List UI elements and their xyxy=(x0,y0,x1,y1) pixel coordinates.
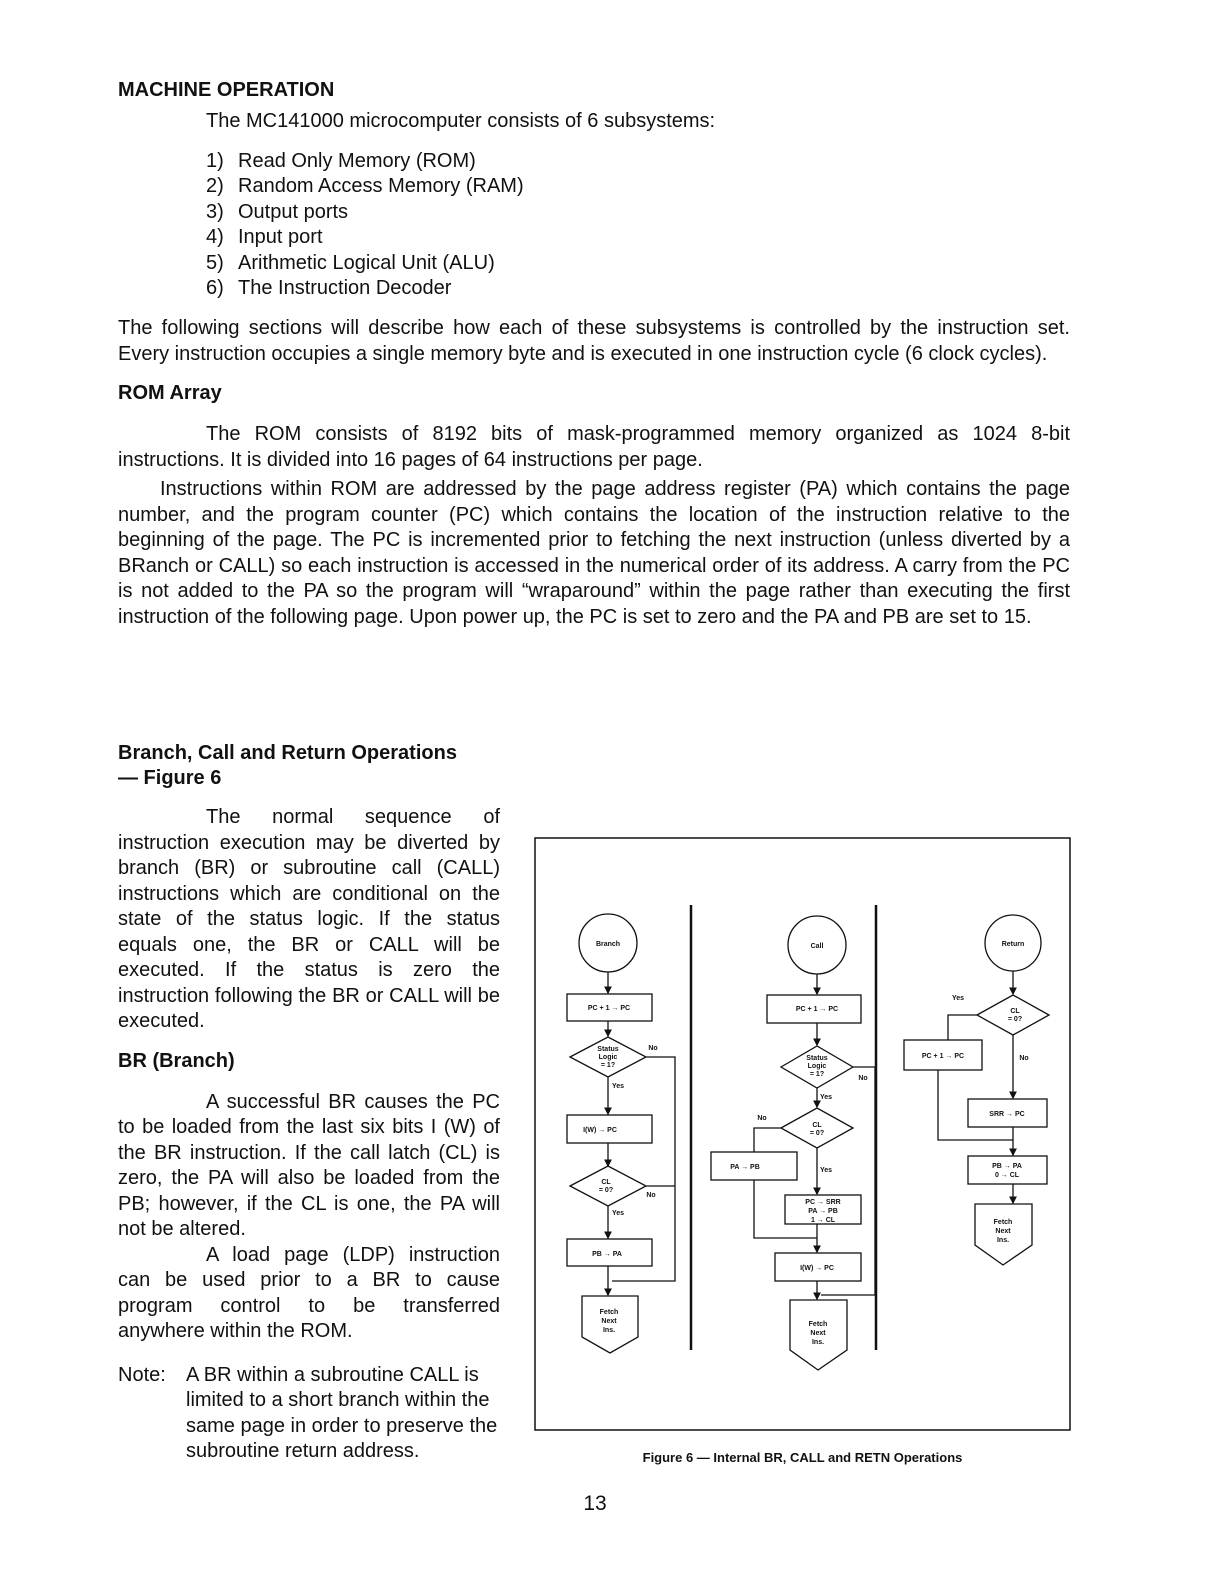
branch-cl-decision: CL xyxy=(601,1179,611,1186)
return-cl-decision-line: = 0? xyxy=(1007,1016,1023,1023)
branch-start: Branch xyxy=(595,941,621,948)
rom-heading: ROM Array xyxy=(118,382,222,405)
call-save-box-line: PA → PB xyxy=(808,1208,838,1215)
branch-yes-label-2: Yes xyxy=(611,1210,625,1217)
note-label: Note: xyxy=(118,1363,166,1386)
item-number: 2) xyxy=(206,175,224,198)
call-papb-box: PA → PB xyxy=(730,1164,760,1171)
item-text: Arithmetic Logical Unit (ALU) xyxy=(238,251,495,274)
branch-pbpa-box: PB → PA xyxy=(592,1251,622,1258)
return-cl-decision: CL xyxy=(1010,1008,1020,1015)
item-text: Read Only Memory (ROM) xyxy=(238,149,476,172)
item-text: Input port xyxy=(238,226,323,249)
branch-status-decision-line: Logic xyxy=(598,1054,618,1061)
call-fetch: Fetch xyxy=(808,1321,828,1328)
branch-no-label: No xyxy=(648,1045,658,1052)
item-text: Random Access Memory (RAM) xyxy=(238,175,524,198)
return-no-label: No xyxy=(1019,1055,1029,1062)
item-number: 1) xyxy=(206,149,224,172)
branch-status-decision: Status xyxy=(597,1046,619,1053)
branch-load-box: I(W) → PC xyxy=(583,1127,617,1134)
call-inc-box: PC + 1 → PC xyxy=(795,1006,839,1013)
branch-no-label-2: No xyxy=(646,1192,656,1199)
sections-paragraph: The following sections will describe how each of these subsystems is controlled by the instruction set. Every instruction occupies a single memory byte and is executed in one instruction cycle (6 clock cycles). xyxy=(118,317,1070,365)
call-yes-label-2: Yes xyxy=(819,1167,833,1174)
return-yes-label: Yes xyxy=(951,995,965,1002)
figure-caption: Figure 6 — Internal BR, CALL and RETN Operations xyxy=(642,1450,963,1465)
return-fetch: Fetch xyxy=(993,1219,1013,1226)
intro-text: The MC141000 microcomputer consists of 6 subsystems: xyxy=(206,110,716,132)
branch-paragraph: The normal sequence of instruction execution may be diverted by branch (BR) or subroutine call (CALL) instructions which are conditional on the state of the status logic. If the status equals one, the BR or CALL will be executed. If the status is zero the instruction following the BR or CALL will be executed. xyxy=(118,806,500,1032)
item-number: 3) xyxy=(206,200,224,223)
item-number: 5) xyxy=(206,251,224,274)
return-start: Return xyxy=(1001,941,1025,948)
return-inc-box: PC + 1 → PC xyxy=(921,1053,965,1060)
branch-cl-decision-line: = 0? xyxy=(598,1187,614,1194)
call-start: Call xyxy=(810,943,824,950)
call-fetch-line: Next xyxy=(810,1330,826,1337)
branch-fetch-line: Ins. xyxy=(602,1327,616,1334)
call-cl-decision-line: = 0? xyxy=(809,1130,825,1137)
return-restore-box: PB → PA xyxy=(992,1163,1022,1170)
call-no-label: No xyxy=(858,1075,868,1082)
branch-status-decision-line: = 1? xyxy=(600,1062,616,1069)
call-save-box: PC → SRR xyxy=(805,1199,841,1206)
return-fetch-line: Ins. xyxy=(996,1237,1010,1244)
call-no-label-2: No xyxy=(757,1115,767,1122)
note-text: A BR within a subroutine CALL is limited to a short branch within the same page in order to preserve the subroutine return address. xyxy=(186,1363,498,1462)
call-status-decision-line: = 1? xyxy=(809,1071,825,1078)
item-number: 6) xyxy=(206,277,224,300)
item-number: 4) xyxy=(206,226,224,249)
item-text: Output ports xyxy=(238,200,349,223)
call-load-box: I(W) → PC xyxy=(800,1265,834,1272)
branch-fetch: Fetch xyxy=(599,1309,619,1316)
branch-heading-figure-ref: — Figure 6 xyxy=(118,767,222,789)
br-heading: BR (Branch) xyxy=(118,1049,235,1072)
rom-paragraph-1: The ROM consists of 8192 bits of mask-programmed memory organized as 1024 8-bit instructions. It is divided into 16 pages of 64 instructions per page. xyxy=(118,423,1070,471)
call-save-box-line: 1 → CL xyxy=(810,1217,836,1224)
return-srr-box: SRR → PC xyxy=(989,1111,1025,1118)
branch-heading: Branch, Call and Return Operations xyxy=(118,742,457,764)
call-yes-label: Yes xyxy=(819,1094,833,1101)
return-fetch-line: Next xyxy=(995,1228,1011,1235)
item-text: The Instruction Decoder xyxy=(238,277,452,300)
page-number: 13 xyxy=(583,1492,607,1515)
call-status-decision-line: Logic xyxy=(807,1063,827,1070)
call-cl-decision: CL xyxy=(812,1122,822,1129)
section-heading: MACHINE OPERATION xyxy=(118,79,335,101)
branch-fetch-line: Next xyxy=(601,1318,617,1325)
branch-inc-box: PC + 1 → PC xyxy=(587,1005,631,1012)
rom-paragraph-2: Instructions within ROM are addressed by the page address register (PA) which contains the page number, and the program counter (PC) which contains the location of the instruction relative to the beginning of the page. The PC is incremented prior to fetching the next instruction (unless diverted by a BRanch or CALL) so each instruction is accessed in the numerical order of its address. A carry from the PC is not added to the PA so the program will “wraparound” within the page rather than executing the first instruction of the following page. Upon power up, the PC is set to zero and the PA and PB are set to 15. xyxy=(118,478,1070,628)
branch-yes-label: Yes xyxy=(611,1083,625,1090)
call-status-decision: Status xyxy=(806,1055,828,1062)
br-paragraph-1: A successful BR causes the PC to be loaded from the last six bits I (W) of the BR instruction. If the call latch (CL) is zero, the PA will also be loaded from the PB; however, if the CL is one, the PA will not be altered. xyxy=(118,1090,500,1240)
call-fetch-line: Ins. xyxy=(811,1339,825,1346)
return-restore-box-line: 0 → CL xyxy=(994,1172,1020,1179)
br-paragraph-2: A load page (LDP) instruction can be used prior to a BR to cause program control to be transferred anywhere within the ROM. xyxy=(118,1243,500,1342)
